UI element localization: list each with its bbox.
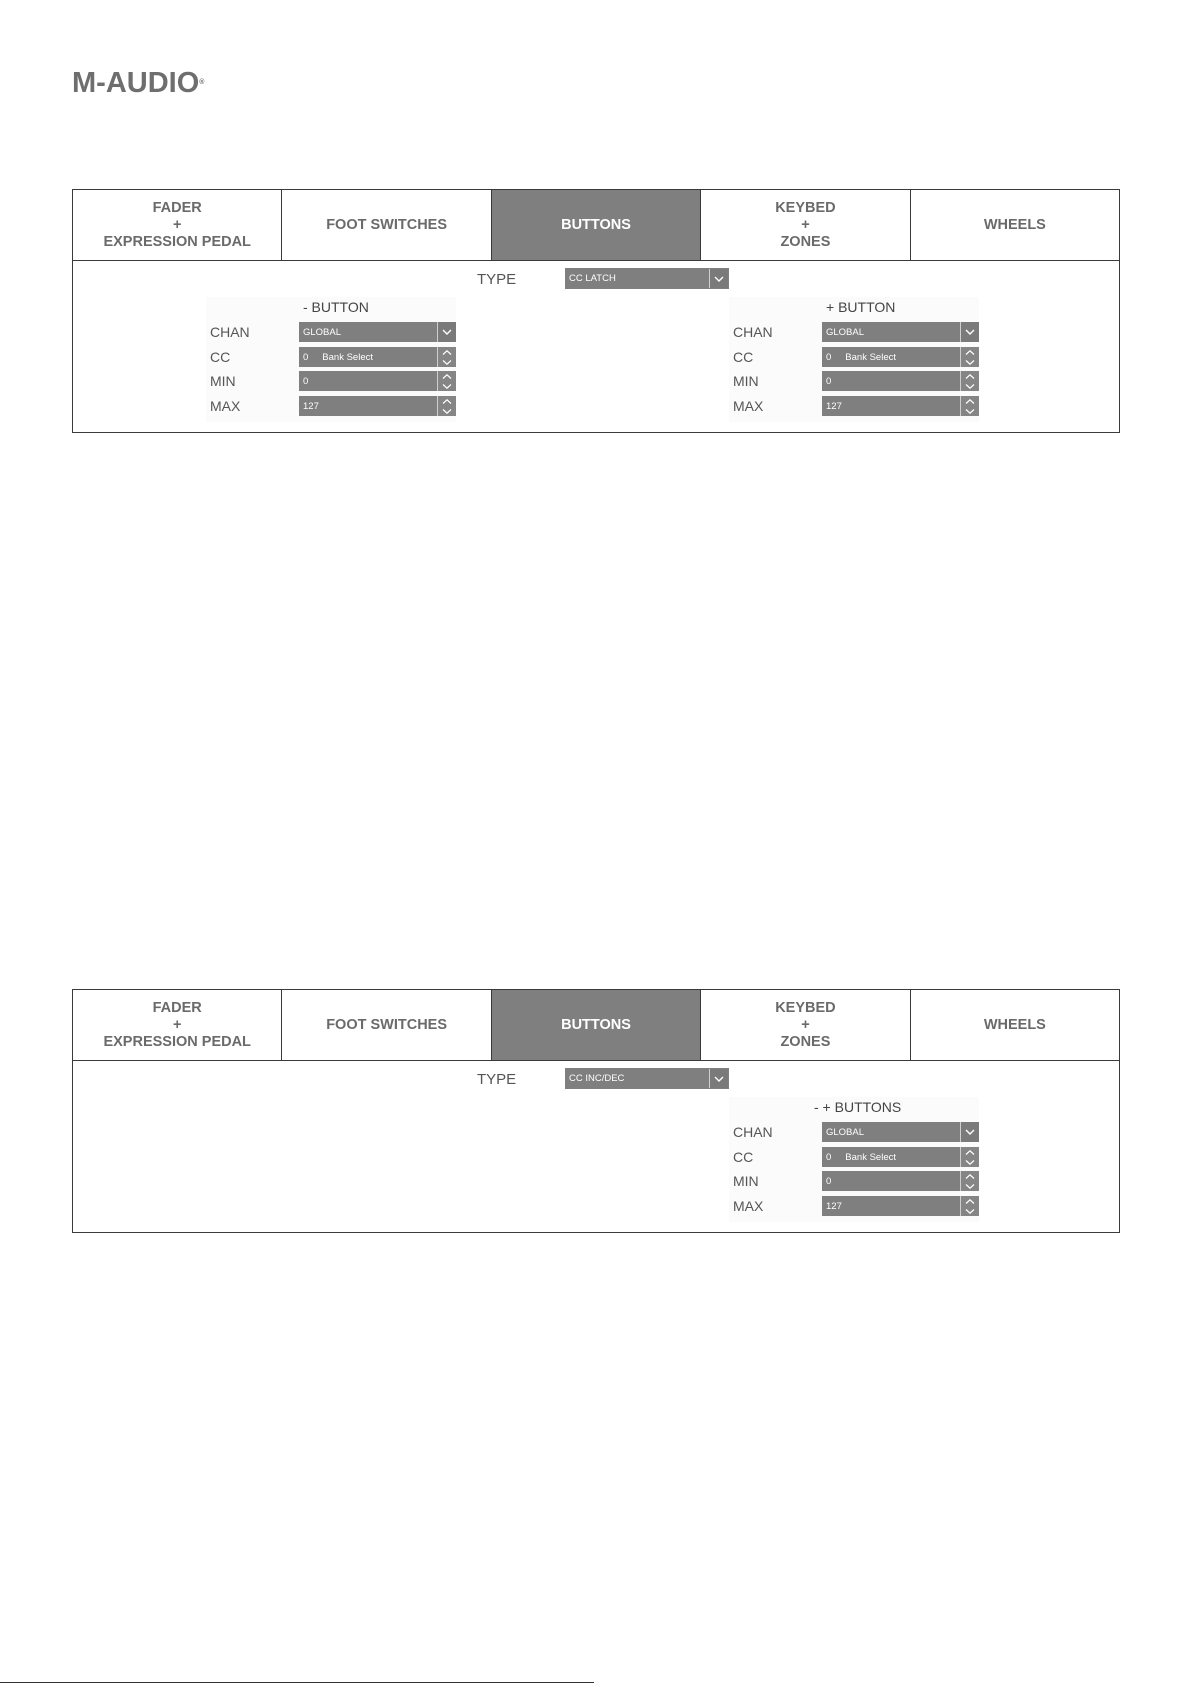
cc-stepper[interactable]: 0 Bank Select <box>822 347 979 367</box>
stepper-arrows-icon <box>960 347 979 367</box>
chevron-up-icon[interactable] <box>438 371 456 381</box>
stepper-arrows-icon <box>437 347 456 367</box>
max-label: MAX <box>733 398 764 414</box>
chan-label: CHAN <box>733 1124 773 1140</box>
buttons-panel-cc-inc-dec <box>72 989 1120 1233</box>
cc-label: CC <box>210 349 231 365</box>
tab-keybed-zones[interactable]: KEYBED + ZONES <box>701 190 910 260</box>
stepper-arrows-icon <box>437 396 456 416</box>
min-label: MIN <box>733 373 759 389</box>
tab-fader-expression-pedal[interactable]: FADER + EXPRESSION PEDAL <box>73 990 282 1060</box>
chan-label: CHAN <box>733 324 773 340</box>
chan-dropdown[interactable]: GLOBAL <box>822 322 979 342</box>
cc-label: CC <box>733 1149 754 1165</box>
min-label: MIN <box>733 1173 759 1189</box>
tab-buttons[interactable]: BUTTONS <box>492 990 701 1060</box>
min-stepper[interactable]: 0 <box>822 1171 979 1191</box>
tab-wheels[interactable]: WHEELS <box>983 216 1046 233</box>
chevron-up-icon[interactable] <box>438 347 456 357</box>
chevron-down-icon[interactable] <box>438 381 456 391</box>
stepper-arrows-icon <box>960 1147 979 1167</box>
chevron-down-icon[interactable] <box>961 357 979 367</box>
max-label: MAX <box>733 1198 764 1214</box>
type-label: TYPE <box>477 1071 517 1088</box>
chevron-up-icon[interactable] <box>961 1196 979 1206</box>
cc-label: CC <box>733 349 754 365</box>
cc-stepper[interactable]: 0 Bank Select <box>299 347 456 367</box>
min-stepper[interactable]: 0 <box>822 371 979 391</box>
type-dropdown[interactable]: CC INC/DEC <box>565 1068 729 1089</box>
stepper-arrows-icon <box>960 1196 979 1216</box>
tab-fader-expression-pedal[interactable]: FADER + EXPRESSION PEDAL <box>73 190 282 260</box>
chevron-up-icon[interactable] <box>961 1171 979 1181</box>
chevron-down-icon[interactable] <box>438 406 456 416</box>
chevron-down-icon[interactable] <box>961 1181 979 1191</box>
stepper-arrows-icon <box>960 1171 979 1191</box>
chevron-down-icon[interactable] <box>961 1206 979 1216</box>
chan-dropdown[interactable]: GLOBAL <box>822 1122 979 1142</box>
tab-buttons[interactable]: BUTTONS <box>492 190 701 260</box>
tab-foot-switches[interactable]: FOOT SWITCHES <box>282 990 491 1060</box>
buttons-panel-cc-latch <box>72 189 1120 433</box>
chevron-up-icon[interactable] <box>961 396 979 406</box>
chevron-down-icon <box>960 322 979 342</box>
min-stepper[interactable]: 0 <box>299 371 456 391</box>
max-stepper[interactable]: 127 <box>299 396 456 416</box>
footer-divider <box>0 1682 594 1683</box>
chan-label: CHAN <box>210 324 250 340</box>
tab-wheels[interactable]: WHEELS <box>983 1016 1046 1033</box>
chevron-down-icon[interactable] <box>961 406 979 416</box>
chevron-down-icon <box>960 1122 979 1142</box>
type-label: TYPE <box>477 271 517 288</box>
stepper-arrows-icon <box>960 396 979 416</box>
stepper-arrows-icon <box>437 371 456 391</box>
chevron-down-icon <box>709 1069 728 1088</box>
stepper-arrows-icon <box>960 371 979 391</box>
min-label: MIN <box>210 373 236 389</box>
chevron-down-icon[interactable] <box>961 1157 979 1167</box>
max-label: MAX <box>210 398 241 414</box>
type-dropdown[interactable]: CC LATCH <box>565 268 729 289</box>
m-audio-logo: M-AUDIO® <box>72 67 205 99</box>
chevron-up-icon[interactable] <box>961 347 979 357</box>
chevron-up-icon[interactable] <box>961 371 979 381</box>
group-title: - + BUTTONS <box>814 1099 902 1115</box>
chan-dropdown[interactable]: GLOBAL <box>299 322 456 342</box>
cc-stepper[interactable]: 0 Bank Select <box>822 1147 979 1167</box>
tab-foot-switches[interactable]: FOOT SWITCHES <box>282 190 491 260</box>
chevron-down-icon[interactable] <box>961 381 979 391</box>
max-stepper[interactable]: 127 <box>822 396 979 416</box>
tab-keybed-zones[interactable]: KEYBED + ZONES <box>701 990 910 1060</box>
chevron-up-icon[interactable] <box>438 396 456 406</box>
max-stepper[interactable]: 127 <box>822 1196 979 1216</box>
group-title: - BUTTON <box>303 299 369 315</box>
group-title: + BUTTON <box>826 299 896 315</box>
chevron-down-icon[interactable] <box>438 357 456 367</box>
chevron-down-icon <box>709 269 728 288</box>
tab-bar <box>73 990 1119 1061</box>
chevron-up-icon[interactable] <box>961 1147 979 1157</box>
chevron-down-icon <box>437 322 456 342</box>
tab-bar <box>73 190 1119 261</box>
